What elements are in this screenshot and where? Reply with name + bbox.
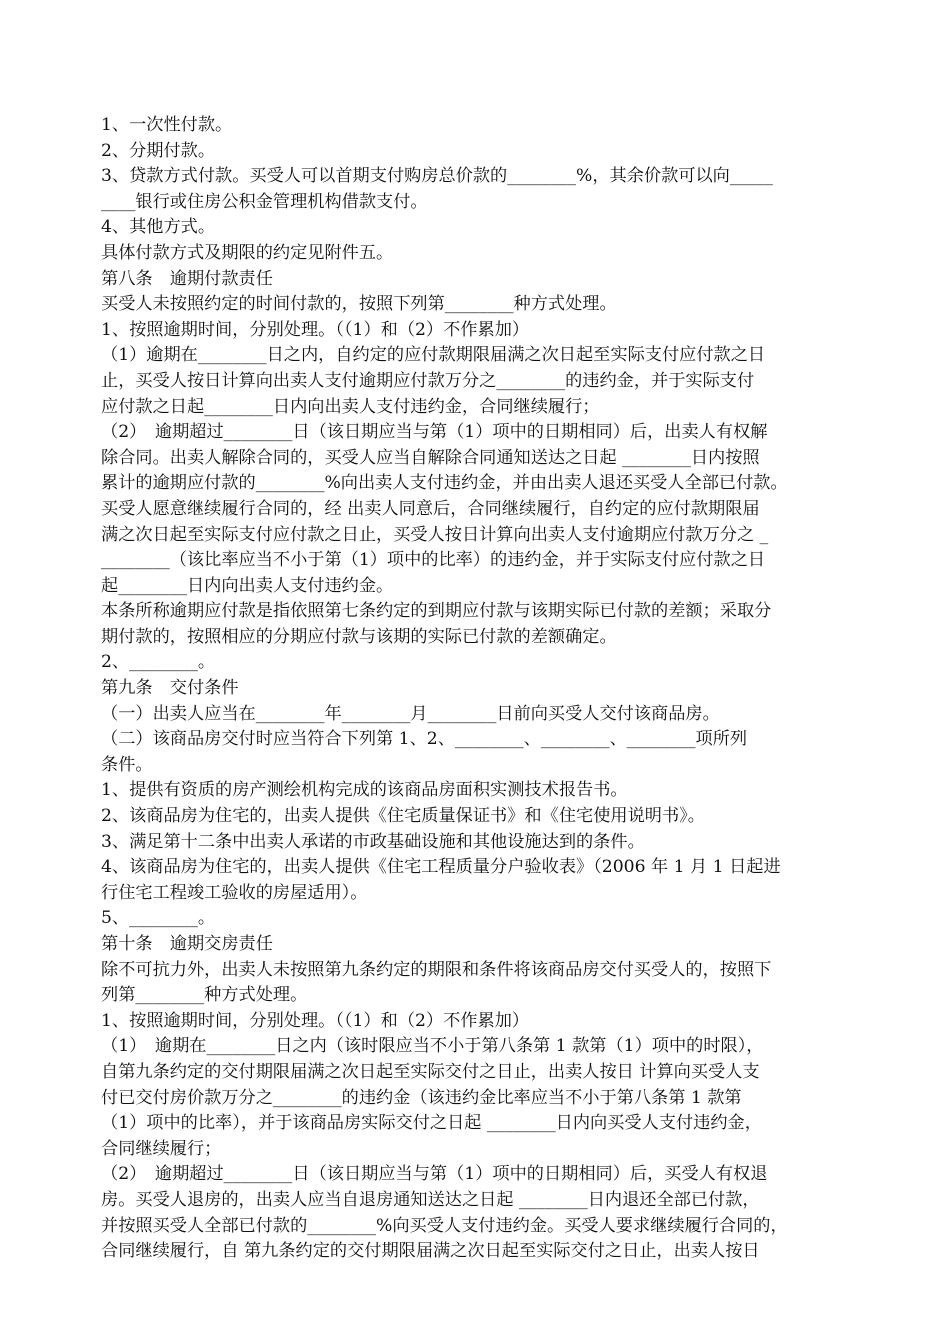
text-line: 买受人愿意继续履行合同的，经 出卖人同意后，合同继续履行，自约定的应付款期限届: [101, 498, 760, 519]
section-heading: 第八条 逾期付款责任: [101, 268, 273, 289]
text-line: 自第九条约定的交付期限届满之次日起至实际交付之日止，出卖人按日 计算向买受人支: [101, 1061, 760, 1082]
section-heading: 第九条 交付条件: [101, 678, 239, 699]
text-line: （二）该商品房交付时应当符合下列第 1、2、________、________、________项所列: [101, 729, 748, 750]
text-line: 除合同。出卖人解除合同的，买受人应当自解除合同通知送达之日起 ________日内按照: [101, 447, 760, 468]
text-line: 付已交付房价款万分之________的违约金（该违约金比率应当不小于第八条第 1 款第: [101, 1087, 742, 1108]
text-line: 满之次日起至实际支付应付款之日止，买受人按日计算向出卖人支付逾期应付款万分之 _: [101, 524, 769, 545]
text-line: ________（该比率应当不小于第（1）项中的比率）的违约金，并于实际支付应付款之日: [101, 550, 766, 571]
text-line: 1、按照逾期时间，分别处理。（（1）和（2）不作累加）: [101, 1010, 530, 1031]
text-line: 4、其他方式。: [101, 217, 216, 238]
text-line: 1、一次性付款。: [101, 115, 233, 135]
text-line: 累计的逾期应付款的________%向出卖人支付违约金，并由出卖人退还买受人全部已付款。: [101, 473, 788, 494]
text-line: 行住宅工程竣工验收的房屋适用）。: [101, 882, 368, 903]
text-line: （2） 逾期超过________日（该日期应当与第（1）项中的日期相同）后，买受人有权退: [101, 1164, 768, 1185]
text-line: ____银行或住房公积金管理机构借款支付。: [101, 191, 428, 212]
text-line: 止，买受人按日计算向出卖人支付逾期应付款万分之________的违约金，并于实际支付: [101, 370, 755, 391]
text-line: （2） 逾期超过________日（该日期应当与第（1）项中的日期相同）后，出卖人有权解: [101, 422, 768, 443]
text-line: 3、贷款方式付款。买受人可以首期支付购房总价款的________%，其余价款可以向_____: [101, 166, 773, 187]
text-line: 1、提供有资质的房产测绘机构完成的该商品房面积实测技术报告书。: [101, 780, 628, 801]
text-line: 期付款的，按照相应的分期应付款与该期的实际已付款的差额确定。: [101, 626, 617, 647]
document-page: [101, 113, 861, 1265]
text-line: 2、________。: [101, 652, 216, 673]
text-line: 条件。: [101, 754, 153, 775]
text-line: 3、满足第十二条中出卖人承诺的市政基础设施和其他设施达到的条件。: [101, 831, 645, 852]
text-line: 房。买受人退房的，出卖人应当自退房通知送达之日起 ________日内退还全部已付款，: [101, 1189, 760, 1210]
text-line: （1）项中的比率），并于该商品房实际交付之日起 ________日内向买受人支付违约金，: [101, 1113, 762, 1134]
text-line: 合同继续履行；: [101, 1138, 222, 1159]
text-line: 合同继续履行，自 第九条约定的交付期限届满之次日起至实际交付之日止，出卖人按日: [101, 1241, 760, 1262]
text-line: 本条所称逾期应付款是指依照第七条约定的到期应付款与该期实际已付款的差额；采取分: [101, 601, 772, 622]
section-heading: 第十条 逾期交房责任: [101, 934, 273, 954]
text-line: 买受人未按照约定的时间付款的，按照下列第________种方式处理。: [101, 294, 617, 315]
text-line: 4、该商品房为住宅的，出卖人提供《住宅工程质量分户验收表》（2006 年 1 月 1 日起进: [101, 857, 781, 878]
text-line: 列第________种方式处理。: [101, 985, 308, 1006]
text-line: 2、分期付款。: [101, 140, 216, 161]
text-line: 2、该商品房为住宅的，出卖人提供《住宅质量保证书》和《住宅使用说明书》。: [101, 806, 705, 827]
text-line: 应付款之日起________日内向出卖人支付违约金，合同继续履行；: [101, 396, 600, 417]
text-line: 5、________。: [101, 908, 216, 929]
text-line: 具体付款方式及期限的约定见附件五。: [101, 242, 394, 263]
text-line: （1）逾期在________日之内，自约定的应付款期限届满之次日起至实际支付应付款之日: [101, 345, 766, 366]
text-line: 除不可抗力外，出卖人未按照第九条约定的期限和条件将该商品房交付买受人的，按照下: [101, 959, 772, 980]
text-line: 1、按照逾期时间，分别处理。（（1）和（2）不作累加）: [101, 319, 530, 340]
text-line: 起________日内向出卖人支付违约金。: [101, 575, 394, 596]
text-line: 并按照买受人全部已付款的________%向买受人支付违约金。买受人要求继续履行合同的，: [101, 1215, 788, 1236]
text-line: （一）出卖人应当在________年________月________日前向买受人交付该商品房。: [101, 703, 720, 724]
text-line: （1） 逾期在________日之内（该时限应当不小于第八条第 1 款第（1）项中的时限），: [101, 1036, 764, 1057]
